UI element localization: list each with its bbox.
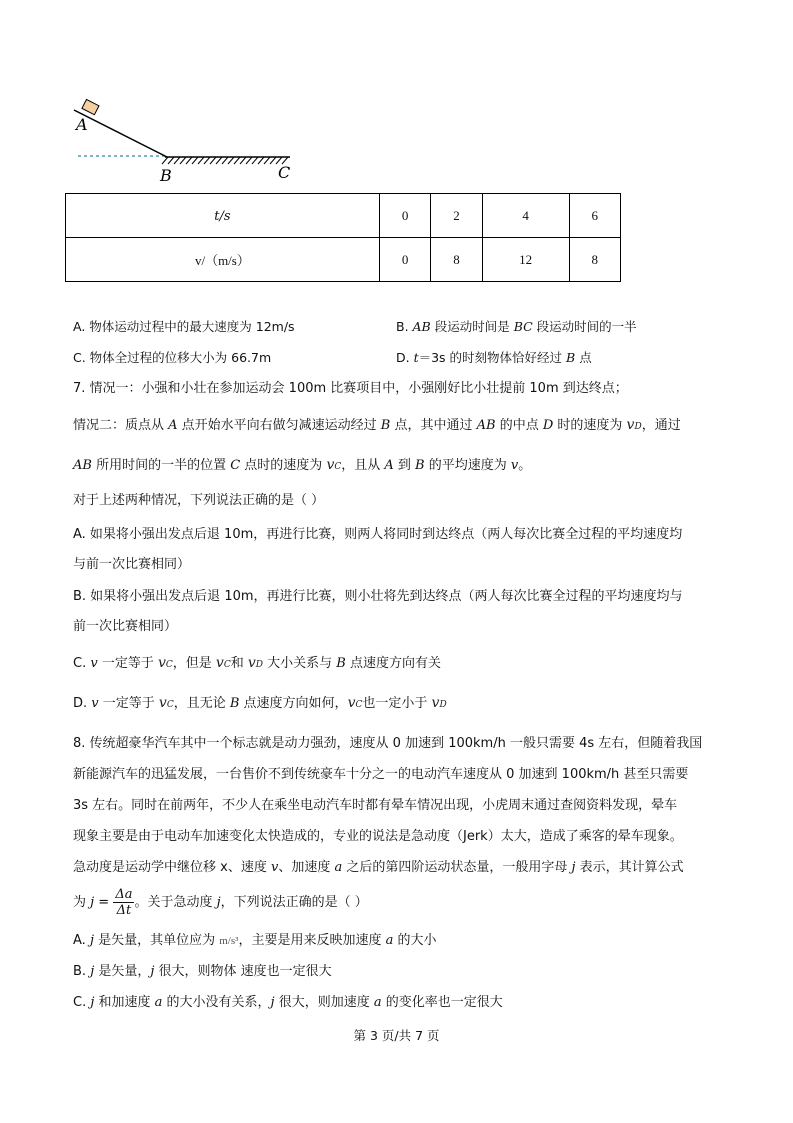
table-cell: 6 bbox=[569, 194, 621, 238]
q7-option-a-line1: A. 如果将小强出发点后退 10m，再进行比赛，则两人将同时到达终点（两人每次比赛全过程的平均速度均 bbox=[73, 527, 683, 542]
formula-j: j bbox=[90, 895, 95, 910]
q8-stem-line2: 新能源汽车的迅猛发展，一台售价不到传统豪车十分之一的电动汽车速度从 0 加速到 100km/h 甚至只需要 bbox=[73, 767, 689, 782]
incline-surface bbox=[74, 110, 167, 157]
q7-stem-line1: 7. 情况一：小强和小壮在参加运动会 100m 比赛项目中，小强刚好比小壮提前 10m 到达终点； bbox=[73, 381, 628, 396]
q8-option-a: A. j 是矢量，其单位应为 m/s³，主要是用来反映加速度 a 的大小 bbox=[73, 933, 437, 948]
label-b: B bbox=[160, 166, 172, 185]
table-row bbox=[66, 238, 621, 282]
q7-stem-line3: AB 所用时间的一半的位置 C 点时的速度为 vC，且从 A 到 B 的平均速度为 v。 bbox=[73, 457, 532, 473]
table-cell: 2 bbox=[431, 194, 482, 238]
q8-stem-line4: 现象主要是由于电动车加速变化太快造成的，专业的说法是急动度（Jerk）太大，造成了乘客的晕车现象。 bbox=[73, 829, 683, 844]
q7-option-b-line2: 前一次比赛相同） bbox=[73, 619, 178, 634]
page-footer: 第 3 页/共 7 页 bbox=[353, 1028, 440, 1043]
incline-figure bbox=[60, 90, 300, 185]
q8-stem-line6: 为 j = $\frac{\Delta a}{\Delta t}$ 。关于急动度 j，下列说法正确的是（ ） bbox=[73, 887, 368, 918]
q7-stem-line2: 情况二：质点从 A 点开始水平向右做匀减速运动经过 B 点，其中通过 AB 的中点 D 时的速度为 vD，通过 bbox=[73, 417, 681, 433]
label-c: C bbox=[278, 163, 291, 182]
ground-hatching bbox=[162, 157, 288, 164]
q8-option-c: C. j 和加速度 a 的大小没有关系，j 很大，则加速度 a 的变化率也一定很大 bbox=[73, 995, 503, 1010]
table-cell: v/（m/s） bbox=[66, 238, 380, 282]
table-cell: 8 bbox=[431, 238, 482, 282]
table-cell: 4 bbox=[482, 194, 569, 238]
q8-stem-line1: 8. 传统超豪华汽车其中一个标志就是动力强劲，速度从 0 加速到 100km/h 一般只需要 4s 左右，但随着我国 bbox=[73, 736, 703, 751]
table-cell: 12 bbox=[482, 238, 569, 282]
q6-option-a: A. 物体运动过程中的最大速度为 12m/s bbox=[73, 319, 295, 334]
block-on-incline bbox=[82, 99, 99, 114]
symbol-vc: vC bbox=[326, 457, 342, 473]
symbol-vd: vD bbox=[626, 417, 642, 433]
jerk-formula-fraction: $\frac{\Delta a}{\Delta t}$ bbox=[115, 887, 133, 918]
table-cell: t/s bbox=[66, 194, 380, 238]
q7-question: 对于上述两种情况，下列说法正确的是（ ） bbox=[73, 493, 325, 508]
q7-option-b-line1: B. 如果将小强出发点后退 10m，再进行比赛，则小壮将先到达终点（两人每次比赛全过程的平均速度均与 bbox=[73, 589, 683, 604]
table-cell: 8 bbox=[569, 238, 621, 282]
q7-option-a-line2: 与前一次比赛相同） bbox=[73, 557, 191, 572]
q8-option-b: B. j 是矢量，j 很大，则物体 速度也一定很大 bbox=[73, 964, 332, 979]
q6-option-c: C. 物体全过程的位移大小为 66.7m bbox=[73, 350, 272, 365]
table-row bbox=[66, 194, 621, 238]
q7-option-c: C. v 一定等于 vC，但是 vC和 vD 大小关系与 B 点速度方向有关 bbox=[73, 655, 441, 671]
time-velocity-table bbox=[65, 193, 621, 282]
q6-option-d: D. t＝3s 的时刻物体恰好经过 B 点 bbox=[396, 350, 592, 365]
q6-option-b: B. AB 段运动时间是 BC 段运动时间的一半 bbox=[396, 319, 637, 334]
q8-stem-line3: 3s 左右。同时在前两年，不少人在乘坐电动汽车时都有晕车情况出现，小虎周末通过查阅资料发现，晕车 bbox=[73, 798, 678, 813]
q7-option-d: D. v 一定等于 vC，且无论 B 点速度方向如何，vC也一定小于 vD bbox=[73, 695, 447, 711]
label-a: A bbox=[76, 115, 88, 134]
q8-stem-line5: 急动度是运动学中继位移 x、速度 v、加速度 a 之后的第四阶运动状态量，一般用字母 j 表示，其计算公式 bbox=[73, 860, 684, 875]
table-cell: 0 bbox=[379, 194, 430, 238]
table-cell: 0 bbox=[379, 238, 430, 282]
